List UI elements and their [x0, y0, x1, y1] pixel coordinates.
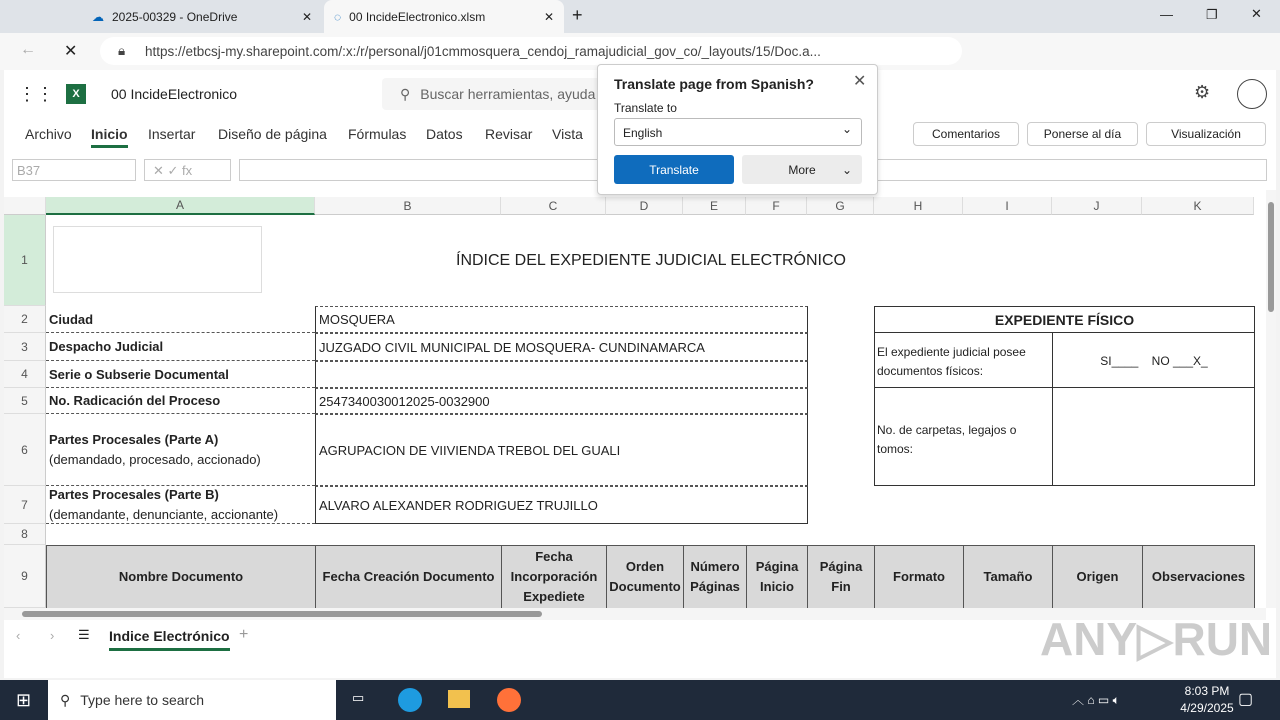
next-sheet-icon[interactable]: ›: [50, 628, 55, 643]
table-header: Formato: [874, 545, 964, 609]
table-header: Observaciones: [1142, 545, 1255, 609]
language-select[interactable]: English ⌄: [614, 118, 862, 146]
row-header[interactable]: 1: [4, 215, 46, 306]
app-launcher-icon[interactable]: ⋮⋮: [18, 84, 54, 104]
field-value[interactable]: [315, 361, 808, 388]
close-tab-icon[interactable]: ✕: [301, 9, 312, 24]
select-all[interactable]: [4, 197, 46, 215]
close-icon[interactable]: ✕: [853, 73, 867, 90]
field-label: Despacho Judicial: [46, 333, 315, 361]
table-header: Fecha Creación Documento: [315, 545, 502, 609]
logo-placeholder: [53, 226, 262, 293]
parte_b-label: Partes Procesales (Parte B) (demandante, denunciante, accionante): [46, 486, 315, 524]
row-header[interactable]: 3: [4, 333, 46, 361]
parte_a-value[interactable]: AGRUPACION DE VIIVIENDA TREBOL DEL GUALI: [315, 414, 808, 486]
column-header[interactable]: J: [1052, 197, 1142, 215]
tab-onedrive[interactable]: ☁ 2025-00329 - OneDrive ✕: [92, 9, 312, 24]
sheet-tab[interactable]: Indice Electrónico: [109, 628, 230, 651]
fisico-title: EXPEDIENTE FÍSICO: [874, 307, 1255, 333]
taskbar: [0, 680, 1280, 720]
lock-icon: 🔒︎: [118, 43, 126, 58]
menu-archivo[interactable]: Archivo: [25, 126, 72, 142]
field-label: Ciudad: [46, 306, 315, 333]
table-header: Orden Documento: [606, 545, 684, 609]
column-header[interactable]: B: [315, 197, 501, 215]
table-header: Página Fin: [807, 545, 875, 609]
parte_b-value[interactable]: ALVARO ALEXANDER RODRIGUEZ TRUJILLO: [315, 486, 808, 524]
table-header: Tamaño: [963, 545, 1053, 609]
loading-icon: ◌: [334, 9, 342, 24]
menu-insertar[interactable]: Insertar: [148, 126, 196, 142]
chevron-down-icon: ⌄: [841, 122, 852, 136]
column-header[interactable]: K: [1142, 197, 1254, 215]
settings-icon[interactable]: ⚙: [1194, 82, 1211, 102]
menu-formulas[interactable]: Fórmulas: [348, 126, 407, 142]
search-icon: ⚲: [60, 691, 71, 708]
taskbar-search[interactable]: ⚲ Type here to search: [48, 680, 336, 720]
row-header[interactable]: 8: [4, 524, 46, 545]
column-header[interactable]: G: [807, 197, 874, 215]
carpetas-question: No. de carpetas, legajos o tomos:: [877, 423, 1017, 456]
field-label: Serie o Subserie Documental: [46, 361, 315, 388]
field-label: No. Radicación del Proceso: [46, 388, 315, 414]
minimize-button[interactable]: —: [1160, 7, 1173, 22]
clock-time: 8:03 PM: [1184, 684, 1230, 698]
name-box[interactable]: B37: [12, 159, 136, 181]
new-tab-button[interactable]: +: [572, 5, 583, 25]
menu-vista[interactable]: Vista: [552, 126, 583, 142]
view-button[interactable]: Visualización: [1146, 122, 1266, 146]
tab-excel[interactable]: ◌ 00 IncideElectronico.xlsm ✕: [324, 0, 564, 33]
fisico-question: El expediente judicial posee documentos físicos:: [877, 345, 1026, 378]
table-header: Página Inicio: [746, 545, 808, 609]
catchup-button[interactable]: Ponerse al día: [1027, 122, 1138, 146]
formula-buttons: ✕ ✓ fx: [144, 159, 231, 181]
table-header: Origen: [1052, 545, 1143, 609]
fisico-answer[interactable]: SI____ NO ___X_: [1100, 354, 1208, 368]
column-header[interactable]: A: [46, 197, 315, 215]
column-header[interactable]: H: [874, 197, 963, 215]
column-header[interactable]: C: [501, 197, 606, 215]
row-header[interactable]: 5: [4, 388, 46, 414]
file-name[interactable]: 00 IncideElectronico: [111, 86, 238, 102]
field-value[interactable]: 2547340030012025-0032900: [315, 388, 808, 414]
table-header: Número Páginas: [683, 545, 747, 609]
menu-datos[interactable]: Datos: [426, 126, 463, 142]
notifications-icon[interactable]: ▢: [1238, 691, 1254, 708]
row-header[interactable]: 7: [4, 486, 46, 524]
watermark-logo: ANY▷RUN: [1040, 613, 1273, 665]
translate-popup: [597, 64, 878, 195]
menu-inicio[interactable]: Inicio: [91, 126, 128, 148]
close-tab-icon[interactable]: ✕: [543, 9, 554, 24]
field-value[interactable]: JUZGADO CIVIL MUNICIPAL DE MOSQUERA- CUNDINAMARCA: [315, 333, 808, 361]
field-value[interactable]: MOSQUERA: [315, 306, 808, 333]
prev-sheet-icon[interactable]: ‹: [16, 628, 21, 643]
menu-revisar[interactable]: Revisar: [485, 126, 533, 142]
address-bar[interactable]: 🔒︎ https://etbcsj-my.sharepoint.com/:x:/r/personal/j01cmmosquera_cendoj_ramajudicial_gov_co/_layouts/15/Doc.a...: [100, 37, 962, 65]
avatar[interactable]: [1237, 79, 1267, 109]
tray-icons[interactable]: ︿ ⌂ ▭ 🔈︎: [1072, 693, 1120, 707]
menu-diseno[interactable]: Diseño de página: [218, 126, 327, 142]
close-window-button[interactable]: ✕: [1251, 6, 1262, 21]
search-box[interactable]: ⚲ Buscar herramientas, ayuda: [382, 78, 602, 110]
stop-button[interactable]: ✕: [64, 43, 78, 60]
row-header[interactable]: 4: [4, 361, 46, 388]
onedrive-icon: ☁: [92, 9, 104, 24]
search-icon: ⚲: [400, 85, 411, 102]
translate-title: Translate page from Spanish?: [614, 76, 814, 92]
translate-to-label: Translate to: [614, 101, 677, 115]
back-button[interactable]: ←: [20, 41, 36, 58]
chevron-down-icon: ⌄: [841, 162, 852, 177]
row-header[interactable]: 6: [4, 414, 46, 486]
maximize-button[interactable]: ❐: [1206, 7, 1218, 22]
task-view-icon[interactable]: ▭: [352, 690, 365, 705]
row-header[interactable]: 2: [4, 306, 46, 333]
windows-start-icon[interactable]: ⊞: [16, 690, 32, 710]
clock-date: 4/29/2025: [1180, 701, 1234, 715]
vertical-scrollbar[interactable]: [1266, 190, 1276, 608]
sheet-title: ÍNDICE DEL EXPEDIENTE JUDICIAL ELECTRÓNICO: [456, 252, 846, 269]
table-header: Nombre Documento: [46, 545, 316, 609]
column-header[interactable]: F: [746, 197, 807, 215]
add-sheet-icon[interactable]: +: [239, 626, 249, 643]
parte_a-label: Partes Procesales (Parte A) (demandado, procesado, accionado): [46, 414, 315, 486]
table-header: Fecha Incorporación Expediete: [501, 545, 607, 609]
more-button[interactable]: More ⌄: [742, 155, 862, 184]
column-header[interactable]: E: [683, 197, 746, 215]
file-explorer-icon[interactable]: [448, 690, 470, 708]
row-header[interactable]: 9: [4, 545, 46, 608]
sheet-list-icon[interactable]: ☰: [78, 627, 90, 642]
excel-logo-icon: X: [66, 84, 86, 104]
column-header[interactable]: I: [963, 197, 1052, 215]
edge-icon[interactable]: [398, 688, 422, 712]
firefox-icon[interactable]: [497, 688, 521, 712]
comments-button[interactable]: Comentarios: [913, 122, 1019, 146]
browser-tab-bar: [0, 0, 1280, 33]
column-header[interactable]: D: [606, 197, 683, 215]
translate-button[interactable]: Translate: [614, 155, 734, 184]
